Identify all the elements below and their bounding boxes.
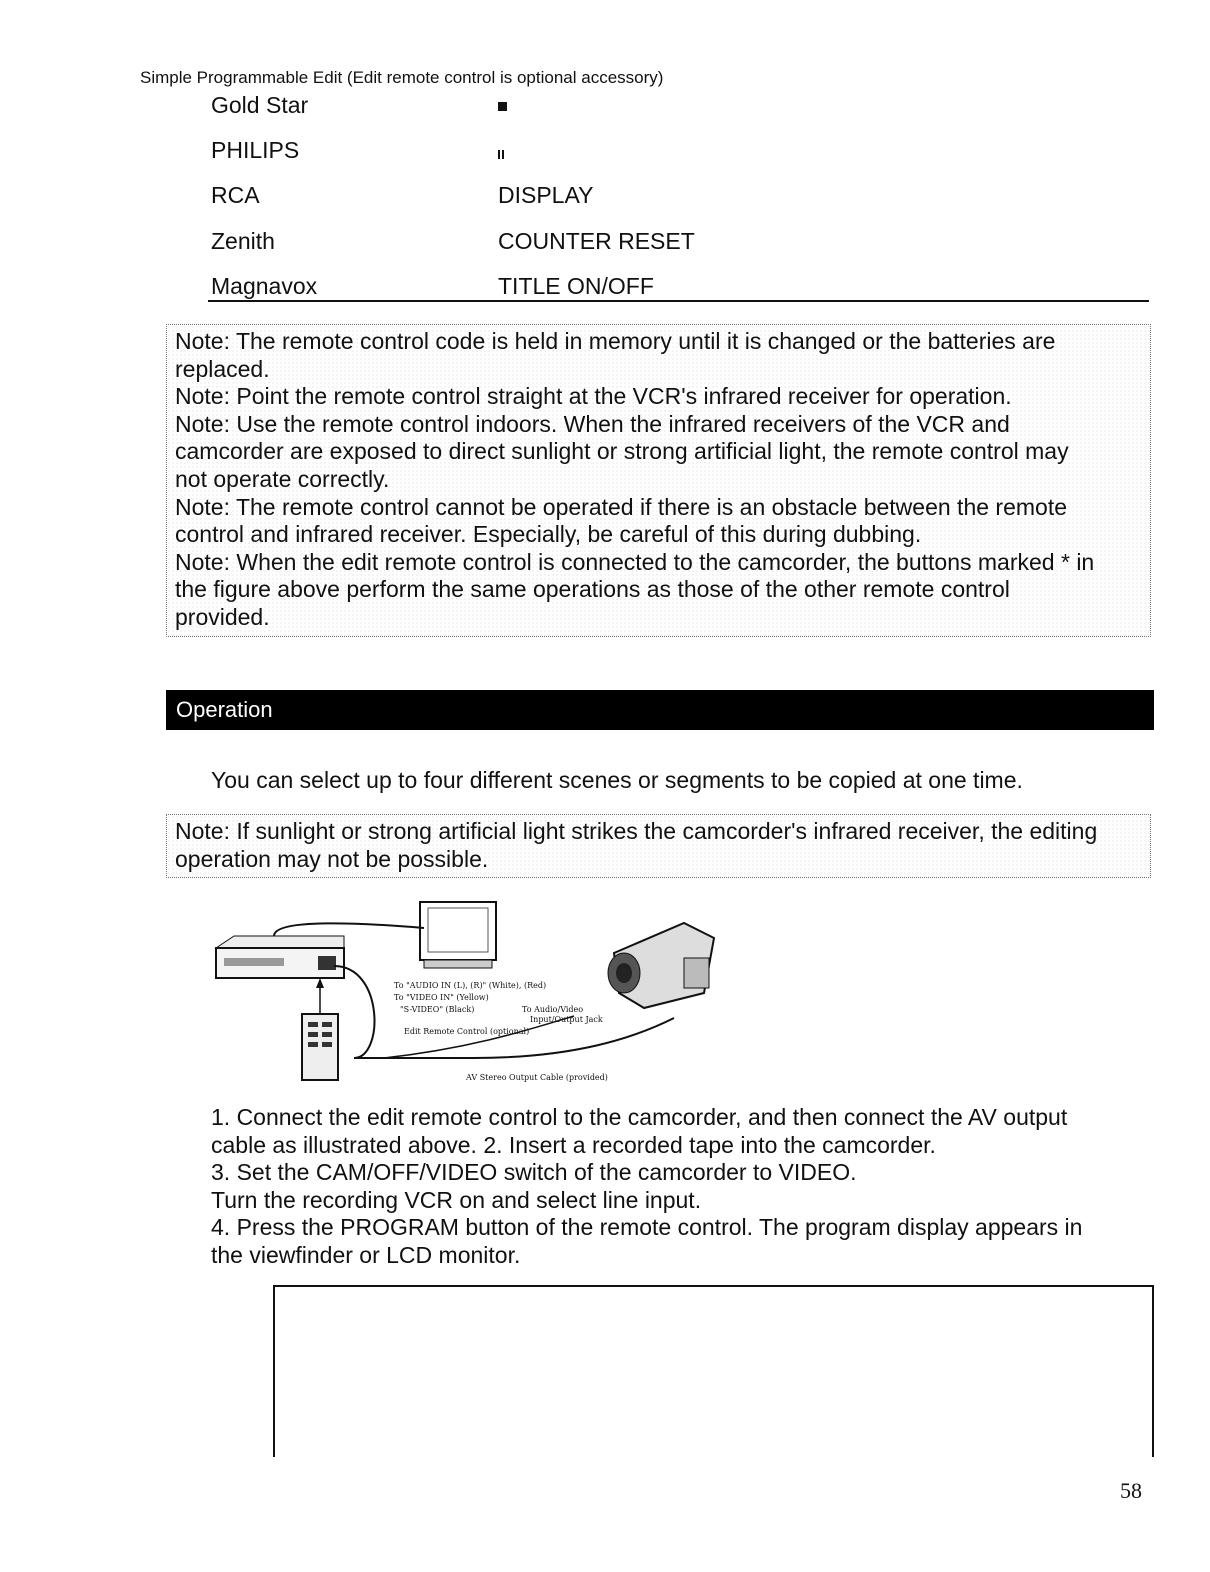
- pause-symbol-icon: [498, 137, 506, 165]
- page-number: 58: [1120, 1478, 1142, 1503]
- note-line: Note: Use the remote control indoors. When the infrared receivers of the VCR and: [175, 410, 1010, 437]
- page-header: Simple Programmable Edit (Edit remote control is optional accessory): [140, 68, 664, 87]
- value-magnavox: TITLE ON/OFF: [498, 273, 654, 299]
- label-s-video: "S-VIDEO" (Black): [400, 1005, 475, 1014]
- note-line: Note: When the edit remote control is connected to the camcorder, the buttons marked * in: [175, 548, 1095, 575]
- brand-gold-star: Gold Star: [211, 92, 309, 118]
- note-line: replaced.: [175, 355, 270, 382]
- step-line: Turn the recording VCR on and select line input.: [211, 1186, 702, 1213]
- step-line: 1. Connect the edit remote control to the camcorder, and then connect the AV output: [211, 1104, 1068, 1130]
- label-av-jack-2: Input/Output Jack: [530, 1015, 603, 1024]
- notes-box: [166, 324, 1151, 637]
- label-av-jack: To Audio/Video: [522, 1005, 584, 1014]
- steps-list: [211, 1104, 1082, 1269]
- step-line: 4. Press the PROGRAM button of the remote control. The program display appears in: [211, 1214, 1083, 1240]
- vcr-icon: [216, 936, 344, 978]
- step-line: cable as illustrated above. 2. Insert a recorded tape into the camcorder.: [211, 1131, 936, 1158]
- value-rca: DISPLAY: [498, 182, 594, 208]
- note-line: Note: If sunlight or strong artificial light strikes the camcorder's infrared receiver, the editing: [175, 818, 1098, 844]
- intro-text: You can select up to four different scenes or segments to be copied at one time.: [211, 767, 1023, 793]
- brand-zenith: Zenith: [211, 228, 275, 254]
- edit-remote-icon: [302, 1014, 338, 1080]
- note-line: Note: The remote control code is held in memory until it is changed or the batteries are: [175, 328, 1056, 354]
- camcorder-icon: [608, 923, 714, 1008]
- brand-rca: RCA: [211, 182, 260, 208]
- program-display-frame: [273, 1285, 1154, 1457]
- table-divider: [208, 300, 1149, 302]
- label-audio-in: To "AUDIO IN (L), (R)" (White), (Red): [394, 981, 547, 990]
- note-line: operation may not be possible.: [175, 845, 489, 872]
- note-line: the figure above perform the same operations as those of the other remote control: [175, 576, 1010, 603]
- value-zenith: COUNTER RESET: [498, 228, 695, 254]
- label-edit-remote: Edit Remote Control (optional): [404, 1027, 530, 1036]
- section-title-operation: Operation: [166, 690, 1154, 730]
- note-line: camcorder are exposed to direct sunlight or strong artificial light, the remote control may: [175, 438, 1069, 465]
- connection-diagram: [214, 898, 724, 1086]
- operation-note-box: [166, 814, 1151, 878]
- tv-monitor-icon: [420, 902, 496, 968]
- note-line: not operate correctly.: [175, 465, 390, 492]
- note-line: Note: Point the remote control straight at the VCR's infrared receiver for operation.: [175, 383, 1012, 410]
- step-line: 3. Set the CAM/OFF/VIDEO switch of the camcorder to VIDEO.: [211, 1159, 857, 1185]
- note-line: control and infrared receiver. Especially, be careful of this during dubbing.: [175, 521, 922, 548]
- label-video-in: To "VIDEO IN" (Yellow): [394, 993, 489, 1002]
- note-line: Note: The remote control cannot be operated if there is an obstacle between the remote: [175, 493, 1068, 520]
- step-line: the viewfinder or LCD monitor.: [211, 1241, 521, 1268]
- note-line: provided.: [175, 603, 270, 630]
- brand-philips: PHILIPS: [211, 137, 300, 163]
- brand-magnavox: Magnavox: [211, 273, 318, 299]
- label-av-cable: AV Stereo Output Cable (provided): [466, 1073, 608, 1082]
- stop-symbol-icon: [498, 92, 507, 119]
